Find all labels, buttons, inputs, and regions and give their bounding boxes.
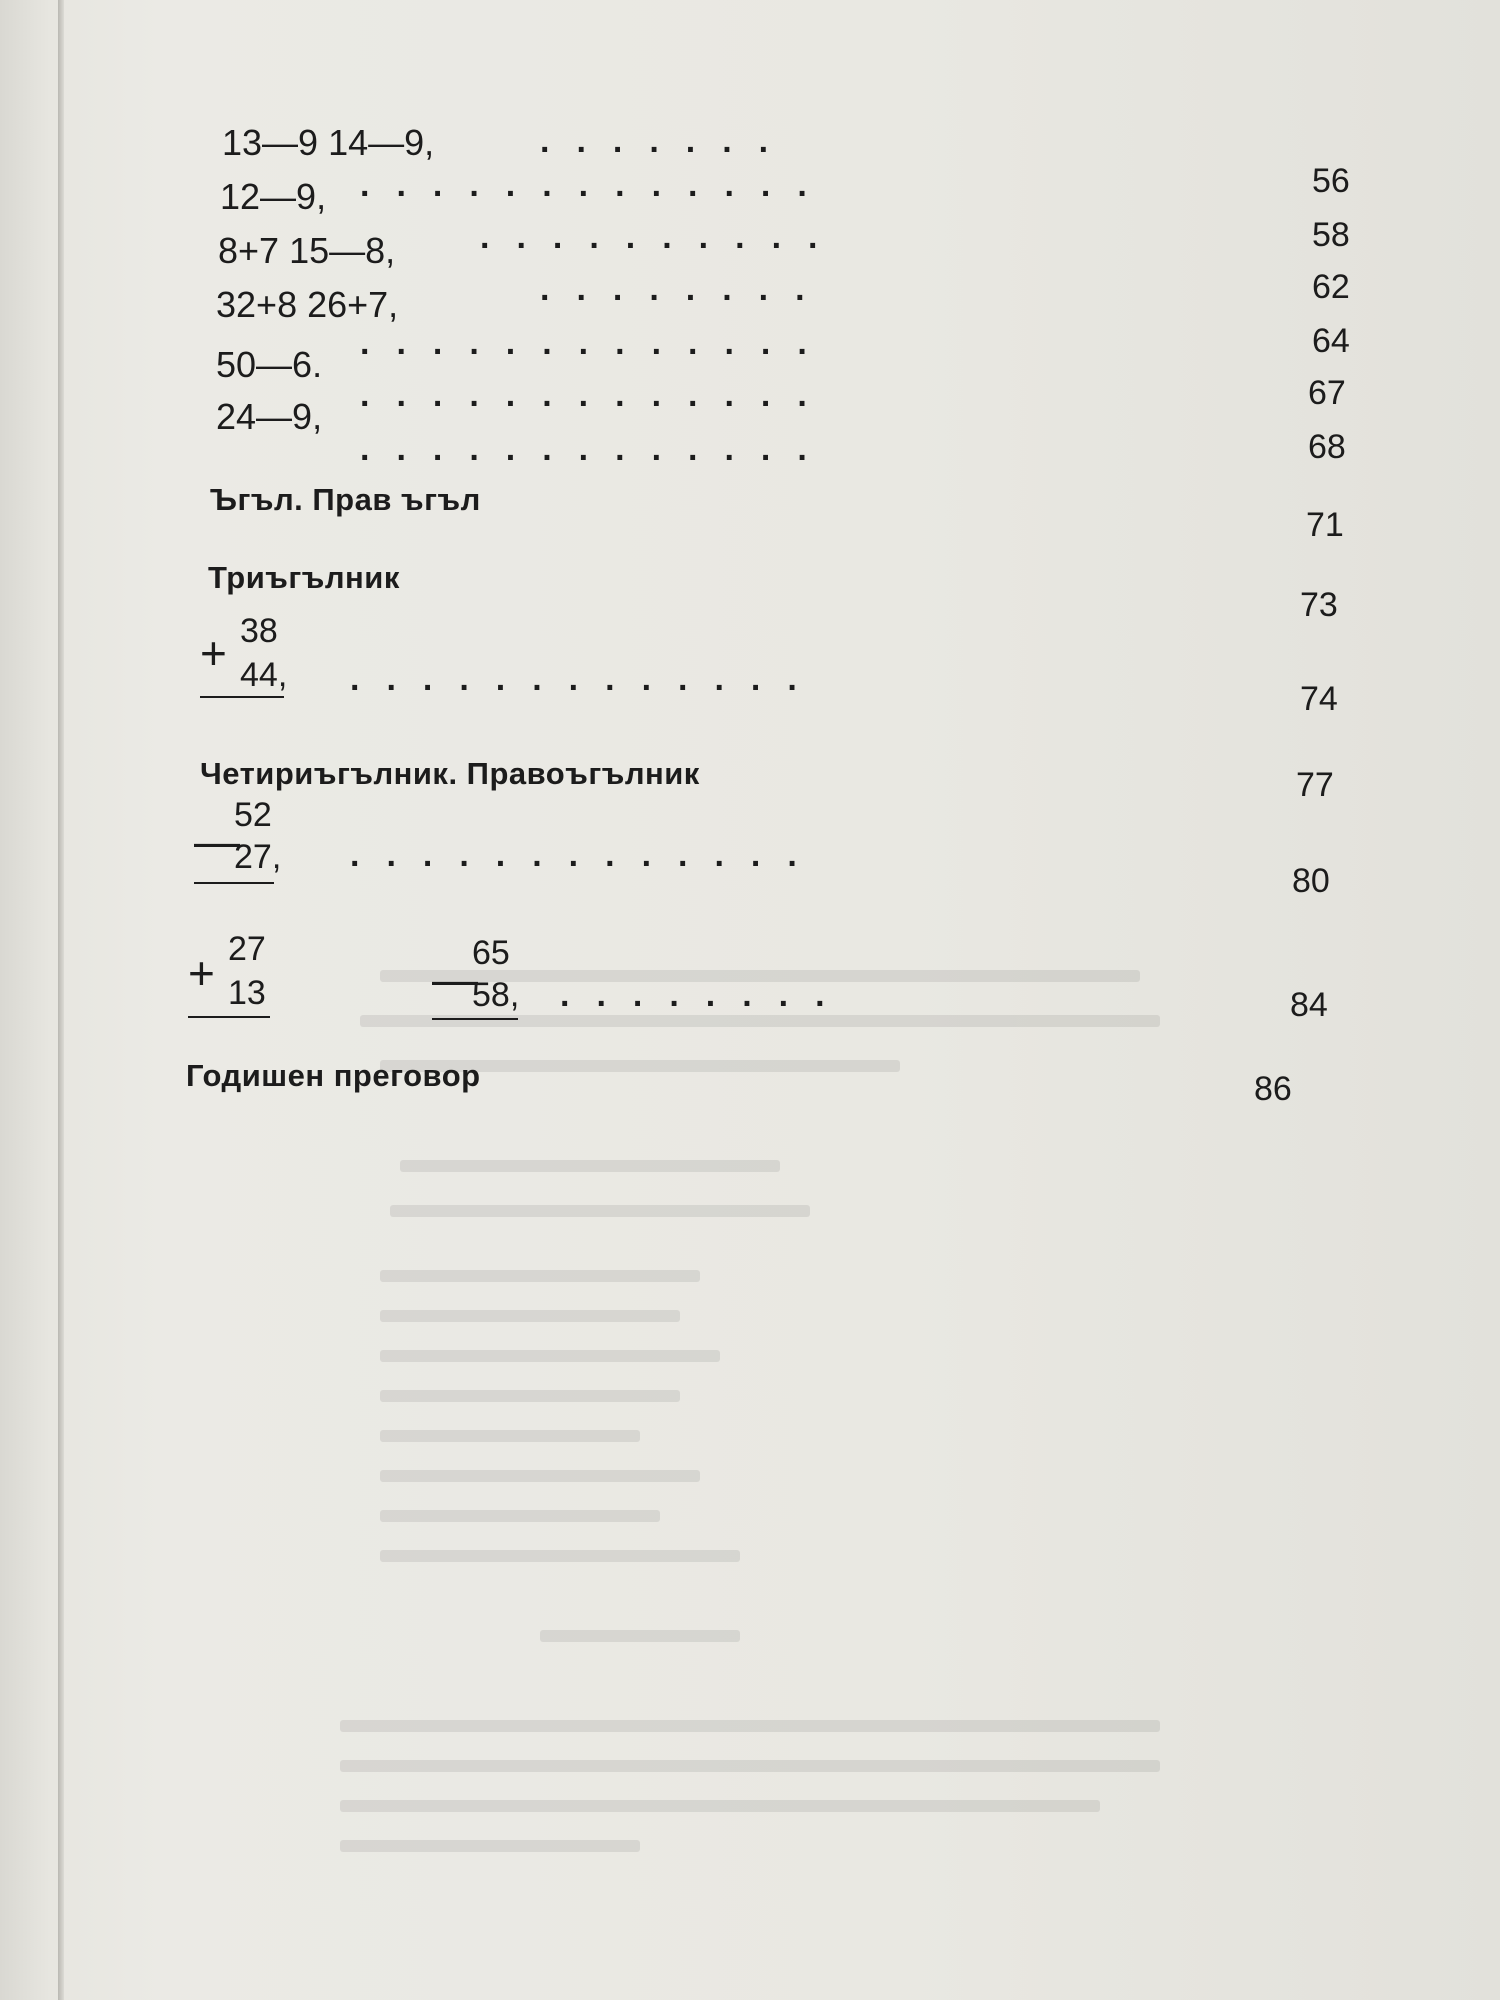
toc-page-number: 67: [1308, 374, 1346, 412]
plus-sign: +: [200, 627, 227, 679]
minus-sign: —: [194, 815, 240, 867]
top-operand: 65: [472, 934, 510, 972]
toc-row-label: 50—6.: [216, 344, 323, 385]
page-gutter: [58, 0, 64, 2000]
toc-page-number: 74: [1300, 680, 1338, 718]
dot-leader: ........: [540, 270, 832, 308]
toc-page-number: 64: [1312, 322, 1350, 360]
dot-leader: .......: [540, 122, 796, 160]
top-operand: 38: [240, 612, 278, 650]
toc-row-label: 32+8 26+7,: [216, 284, 399, 325]
plus-sign: +: [188, 947, 215, 999]
toc-row-label: 8+7 15—8,: [218, 230, 396, 271]
toc-page-number: 84: [1290, 986, 1328, 1024]
column-subtraction: [432, 934, 532, 1024]
toc-page-number: 71: [1306, 506, 1344, 544]
bottom-operand: 44,: [240, 656, 288, 694]
toc-page-number: 68: [1308, 428, 1346, 466]
toc-page-number: 56: [1312, 162, 1350, 200]
sum-line: [188, 1016, 270, 1018]
bottom-operand: 27,: [234, 838, 282, 876]
top-operand: 52: [234, 796, 272, 834]
dot-leader: .............: [360, 166, 834, 204]
toc-page-number: 62: [1312, 268, 1350, 306]
bottom-operand: 13: [228, 974, 266, 1012]
toc-heading: Четириъгълник. Правоъгълник: [200, 756, 700, 791]
dot-leader: .............: [360, 430, 834, 468]
toc-page-number: 86: [1254, 1070, 1292, 1108]
toc-heading: Ъгъл. Прав ъгъл: [210, 482, 481, 517]
toc-row-label: 12—9,: [220, 176, 327, 217]
dot-leader: .............: [350, 660, 824, 698]
toc-page-number: 73: [1300, 586, 1338, 624]
top-operand: 27: [228, 930, 266, 968]
toc-row-label: 13—9 14—9,: [222, 122, 435, 163]
column-subtraction: [194, 796, 294, 886]
dot-leader: .............: [350, 836, 824, 874]
dot-leader: .............: [360, 324, 834, 362]
toc-page-number: 58: [1312, 216, 1350, 254]
minus-sign: —: [432, 953, 478, 1005]
column-addition: [188, 930, 288, 1020]
toc-row-label: 24—9,: [216, 396, 323, 437]
bottom-operand: 58,: [472, 976, 520, 1014]
toc-page-number: 77: [1296, 766, 1334, 804]
toc-page-number: 80: [1292, 862, 1330, 900]
toc-heading: Триъгълник: [208, 560, 400, 595]
toc-heading: Годишен преговор: [186, 1058, 481, 1093]
dot-leader: ..........: [480, 218, 845, 256]
dot-leader: ........: [560, 976, 852, 1014]
difference-line: [194, 882, 274, 884]
difference-line: [432, 1018, 518, 1020]
sum-line: [200, 696, 284, 698]
column-addition: [200, 612, 300, 702]
dot-leader: .............: [360, 376, 834, 414]
